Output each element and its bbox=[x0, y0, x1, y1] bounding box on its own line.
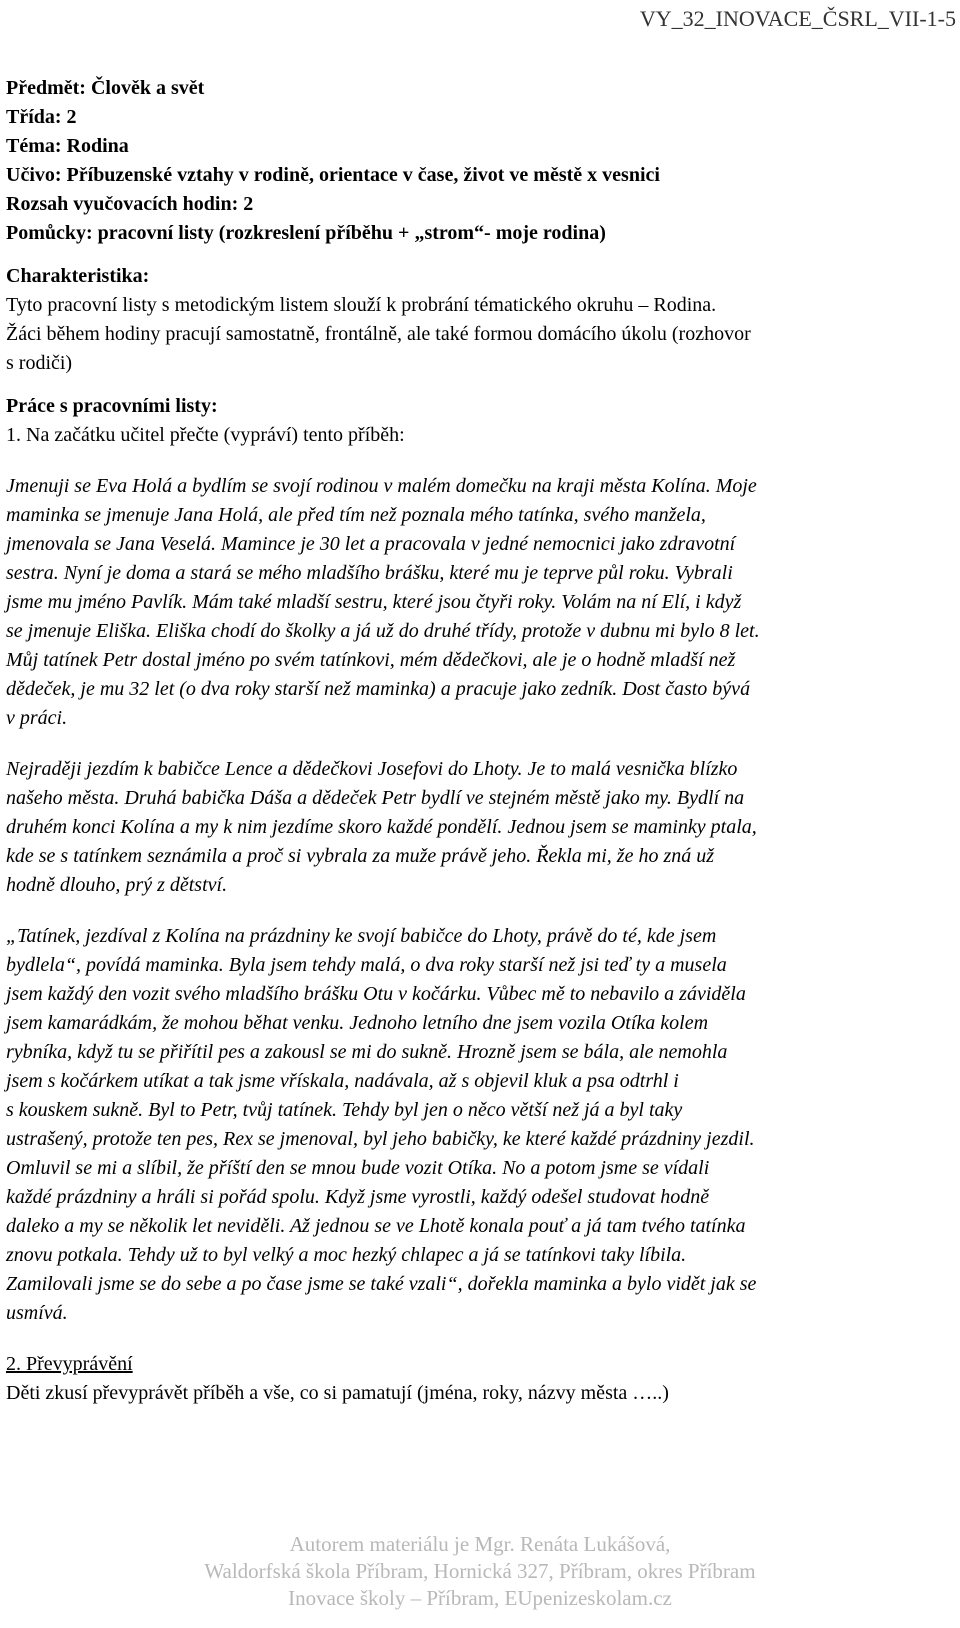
story-line: Zamilovali jsme se do sebe a po čase jsme se také vzali“, dořekla maminka a bylo vidět jak se bbox=[6, 1273, 757, 1295]
subject-line: Předmět: Člověk a svět bbox=[6, 77, 205, 99]
charakteristika-line: s rodiči) bbox=[6, 352, 73, 374]
hours-line: Rozsah vyučovacích hodin: 2 bbox=[6, 193, 254, 215]
charakteristika-line: Tyto pracovní listy s metodickým listem slouží k probrání tématického okruhu – Rodina. bbox=[6, 294, 717, 316]
prace-intro: 1. Na začátku učitel přečte (vypráví) tento příběh: bbox=[6, 424, 405, 446]
prace-heading: Práce s pracovními listy: bbox=[6, 395, 218, 417]
footer-project: Inovace školy – Příbram, EUpenizeskolam.cz bbox=[288, 1586, 672, 1610]
story-line: dědeček, je mu 32 let (o dva roky starší než maminka) a pracuje jako zedník. Dost často bývá bbox=[6, 678, 751, 700]
story-line: usmívá. bbox=[6, 1302, 68, 1324]
document-body bbox=[6, 74, 942, 1408]
story-line: Jmenuji se Eva Holá a bydlím se svojí rodinou v malém domečku na kraji města Kolína. Moje bbox=[6, 475, 757, 497]
story-line: Můj tatínek Petr dostal jméno po svém tatínkovi, mém dědečkovi, ale je o hodně mladší než bbox=[6, 649, 736, 671]
charakteristika-heading: Charakteristika: bbox=[6, 265, 150, 287]
story-line: v práci. bbox=[6, 707, 68, 729]
story-line: Nejraději jezdím k babičce Lence a dědečkovi Josefovi do Lhoty. Je to malá vesnička blízko bbox=[6, 758, 738, 780]
story-line: druhém konci Kolína a my k nim jezdíme skoro každé pondělí. Jednou jsem se maminky ptala, bbox=[6, 816, 757, 838]
story-line: jsem každý den vozit svého mladšího brášku Otu v kočárku. Vůbec mě to nebavilo a záviděla bbox=[6, 983, 746, 1005]
header-block bbox=[6, 74, 942, 248]
story-line: kde se s tatínkem seznámila a proč si vybrala za muže právě jeho. Řekla mi, že ho zná už bbox=[6, 845, 715, 867]
class-line: Třída: 2 bbox=[6, 106, 77, 128]
story-line: jsem s kočárkem utíkat a tak jsme vřískala, nadávala, až s objevil kluk a psa odtrhl i bbox=[6, 1070, 679, 1092]
story-paragraph-1 bbox=[6, 472, 942, 733]
aids-line: Pomůcky: pracovní listy (rozkreslení příběhu + „strom“- moje rodina) bbox=[6, 222, 606, 244]
story-line: s kouskem sukně. Byl to Petr, tvůj tatínek. Tehdy byl jen o něco větší než já a byl taky bbox=[6, 1099, 683, 1121]
story-line: jsem kamarádkám, že mohou běhat venku. Jednoho letního dne jsem vozila Otíka kolem bbox=[6, 1012, 709, 1034]
topic-line: Téma: Rodina bbox=[6, 135, 129, 157]
story-line: daleko a my se několik let neviděli. Až jednou se ve Lhotě konala pouť a já tam tvého tatínka bbox=[6, 1215, 746, 1237]
document-code: VY_32_INOVACE_ČSRL_VII-1-5 bbox=[639, 6, 956, 31]
story-line: bydlela“, povídá maminka. Byla jsem tehdy malá, o dva roky starší než jsi teď ty a musela bbox=[6, 954, 727, 976]
story-line: jsme mu jméno Pavlík. Mám také mladší sestru, které jsou čtyři roky. Volám na ní Elí, i když bbox=[6, 591, 742, 613]
story-line: ustrašený, protože ten pes, Rex se jmenoval, byl jeho babičky, ke které každé prázdniny jezdil. bbox=[6, 1128, 755, 1150]
story-line: rybníka, když tu se přiřítil pes a zakousl se mi do sukně. Hrozně jsem se bála, ale nemohla bbox=[6, 1041, 728, 1063]
curriculum-line: Učivo: Příbuzenské vztahy v rodině, orientace v čase, život ve městě x vesnici bbox=[6, 164, 660, 186]
story-line: našeho města. Druhá babička Dáša a dědeček Petr bydlí ve stejném městě jako my. Bydlí na bbox=[6, 787, 745, 809]
story-line: Omluvil se mi a slíbil, že příští den se mnou bude vozit Otíka. No a potom jsme se vídali bbox=[6, 1157, 710, 1179]
story-paragraph-3 bbox=[6, 922, 942, 1328]
footer bbox=[0, 1531, 960, 1612]
story-paragraph-2 bbox=[6, 755, 942, 900]
task2-heading: 2. Převyprávění bbox=[6, 1353, 133, 1375]
story-line: „Tatínek, jezdíval z Kolína na prázdniny ke svojí babičce do Lhoty, právě do té, kde jsem bbox=[6, 925, 717, 947]
charakteristika-line: Žáci během hodiny pracují samostatně, frontálně, ale také formou domácího úkolu (rozhovor bbox=[6, 323, 751, 345]
story-line: maminka se jmenuje Jana Holá, ale před tím než poznala mého tatínka, svého manžela, bbox=[6, 504, 706, 526]
footer-school: Waldorfská škola Příbram, Hornická 327, Příbram, okres Příbram bbox=[204, 1559, 756, 1583]
footer-author: Autorem materiálu je Mgr. Renáta Lukášová, bbox=[289, 1532, 671, 1556]
task2-text: Děti zkusí převyprávět příběh a vše, co si pamatují (jména, roky, názvy města …..) bbox=[6, 1382, 669, 1404]
story-line: se jmenuje Eliška. Eliška chodí do školky a já už do druhé třídy, protože v dubnu mi bylo 8 let. bbox=[6, 620, 760, 642]
story-line: jmenovala se Jana Veselá. Mamince je 30 let a pracovala v jedné nemocnici jako zdravotní bbox=[6, 533, 736, 555]
story-line: každé prázdniny a hráli si pořád spolu. Když jsme vyrostli, každý odešel studovat hodně bbox=[6, 1186, 710, 1208]
story-line: znovu potkala. Tehdy už to byl velký a moc hezký chlapec a já se tatínkovi taky líbila. bbox=[6, 1244, 687, 1266]
story-line: sestra. Nyní je doma a stará se mého mladšího brášku, které mu je teprve půl roku. Vybrali bbox=[6, 562, 733, 584]
story-line: hodně dlouho, prý z dětství. bbox=[6, 874, 228, 896]
